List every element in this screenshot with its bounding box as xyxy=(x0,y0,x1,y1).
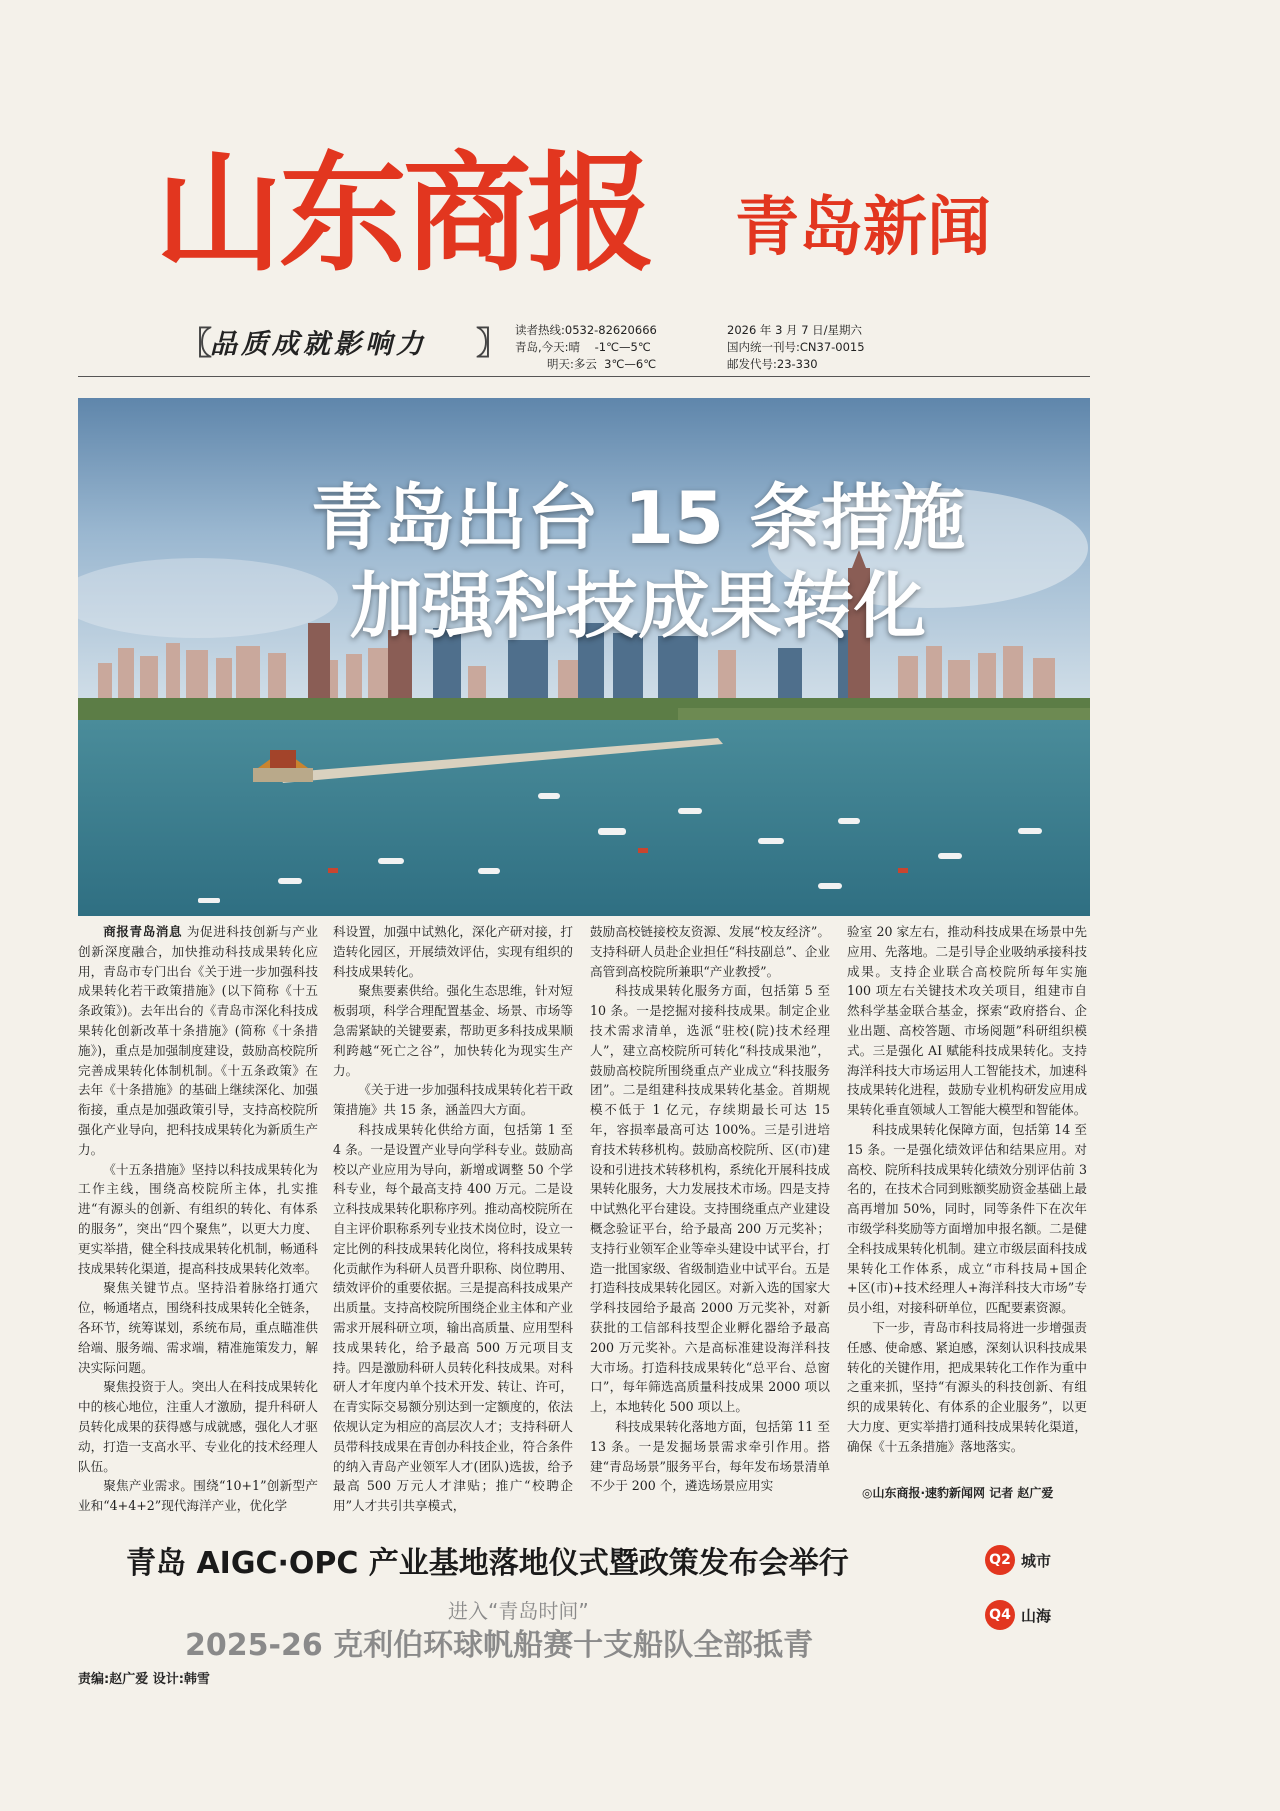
masthead-rule xyxy=(78,376,1090,377)
paragraph: 验室 20 家左右，推动科技成果在场景中先应用、先落地。二是引导企业吸纳承接科技成果。支持企业联合高校院所每年实施 100 项左右关键技术攻关项目，组建市自然科学基金联合基金，探索“政府搭台、企业出题、高校答题、市场阅题”科研组织模式。三是强化 AI 赋能科技成果转化。支持海洋科技大市场运用人工智能技术，加速科技成果转化进程，鼓励专业机构研发应用成果转化垂直领域人工智能大模型和智能体。 xyxy=(847,924,1087,1118)
edition-title: 青岛新闻 xyxy=(735,191,991,265)
paragraph: 为促进科技创新与产业创新深度融合，加快推动科技成果转化应用，青岛市专门出台《关于进一步加强科技成果转化若干政策措施》(以下简称《十五条政策》)。去年出台的《青岛市深化科技成果转化创新改革十条措施》(简称《十条措施》)，重点是加强制度建设，鼓励高校院所完善成果转化体制机制。《十五条政策》在去年《十条措施》的基础上继续深化、加强衔接，重点是加强政策引导，支持高校院所强化产业导向，把科技成果转化为新质生产力。 xyxy=(78,924,318,1157)
paragraph: 聚焦产业需求。围绕“10+1”创新型产业和“4+4+2”现代海洋产业，优化学 xyxy=(78,1478,318,1514)
article-column-4 xyxy=(847,922,1087,1478)
slogan-bracket-right: 〗 xyxy=(476,324,509,362)
tag-label: 城市 xyxy=(1021,1551,1052,1570)
slogan-bracket-left: 〖 xyxy=(180,324,213,362)
weather-today: 青岛,今天:晴 -1℃—5℃ xyxy=(515,340,651,354)
serial-number: 国内统一刊号:CN37-0015 xyxy=(727,340,865,354)
tag-shanhai[interactable] xyxy=(985,1600,1051,1630)
paragraph: 聚焦关键节点。坚持沿着脉络打通穴位，畅通堵点，围绕科技成果转化全链条，各环节，统筹谋划，系统布局，重点瞄准供给端、服务端、需求端，精准施策发力，解决实际问题。 xyxy=(78,1280,318,1375)
tag-label: 山海 xyxy=(1021,1606,1052,1625)
byline: ◎山东商报·速豹新闻网 记者 赵广爱 xyxy=(862,1486,1054,1500)
tag-city[interactable] xyxy=(985,1545,1051,1575)
paragraph: 《关于进一步加强科技成果转化若干政策措施》共 15 条，涵盖四大方面。 xyxy=(333,1082,573,1118)
hotline: 读者热线:0532-82620666 xyxy=(515,323,657,337)
paragraph: 科技成果转化服务方面，包括第 5 至 10 条。一是挖掘对接科技成果。制定企业技术需求清单，选派“驻校(院)技术经理人”，建立高校院所可转化“科技成果池”，鼓励高校院所围绕重点产业成立“科技服务团”。二是组建科技成果转化基金。首期规模不低于 1 亿元，存续期最长可达 15 年，容损率最高可达 100%。三是引进培育技术转移机构。鼓励高校院所、区(市)建设和引进技术转移机构，系统化开展科技成果转化服务，大力发展技术市场。四是支持中试熟化平台建设。支持围绕重点产业建设概念验证平台，给予最高 200 万元奖补；支持行业领军企业等牵头建设中试平台，打造一批国家级、省级制造业中试平台。五是打造科技成果转化园区。对新入选的国家大学科技园给予最高 2000 万元奖补，对新获批的工信部科技型企业孵化器给予最高 200 万元奖补。六是高标准建设海洋科技大市场。打造科技成果转化“总平台、总窗口”，每年筛选高质量科技成果 2000 项以上，本地转化 500 项以上。 xyxy=(590,983,830,1415)
paragraph: 科技成果转化供给方面，包括第 1 至 4 条。一是设置产业导向学科专业。鼓励高校以产业应用为导向，新增或调整 50 个学科专业，每个最高支持 400 万元。二是设立科技成果转化职称序列。推动高校院所在自主评价职称系列专业技术岗位时，设立一定比例的科技成果转化岗位，将科技成果转化贡献作为科研人员晋升职称、岗位聘用、绩效评价的重要依据。三是提高科技成果产出质量。支持高校院所围绕企业主体和产业需求开展科研立项，输出高质量、应用型科技成果转化，给予最高 500 万元项目支持。四是激励科研人员转化科技成果。对科研人才年度内单个技术开发、转让、许可，在青实际交易额分别达到一定额度的，依法依规认定为相应的高层次人才；支持科研人员带科技成果在青创办科技企业，符合条件的纳入青岛产业领军人才(团队)选拔，给予最高 500 万元人才津贴；推广“校聘企用”人才共引共享模式， xyxy=(333,1121,573,1514)
headline-line-2: 加强科技成果转化 xyxy=(349,564,926,648)
teaser-clipper[interactable]: 2025-26 克利伯环球帆船赛十支船队全部抵青 xyxy=(185,1628,814,1663)
page-code-badge: Q2 xyxy=(985,1545,1015,1575)
paragraph: 科技成果转化落地方面，包括第 11 至 13 条。一是发掘场景需求牵引作用。搭建“青岛场景”服务平台，每年发布场景清单不少于 200 个，遴选场景应用实 xyxy=(590,1418,830,1494)
teaser-aigc[interactable]: 青岛 AIGC·OPC 产业基地落地仪式暨政策发布会举行 xyxy=(126,1546,849,1581)
editor-credit: 责编:赵广爱 设计:韩雪 xyxy=(78,1672,210,1687)
paragraph: 下一步，青岛市科技局将进一步增强责任感、使命感、紧迫感，深刻认识科技成果转化的关键作用，把成果转化工作作为重中之重来抓，坚持“有源头的科技创新、有组织的成果转化、有体系的企业服务”，以更大力度、更实举措打通科技成果转化渠道，确保《十五条措施》落地落实。 xyxy=(847,1319,1087,1454)
article-column-3 xyxy=(590,922,830,1516)
slogan: 品质成就影响力 xyxy=(210,329,427,360)
article-lead: 商报青岛消息 xyxy=(103,924,183,939)
paragraph: 聚焦要素供给。强化生态思维，针对短板弱项，科学合理配置基金、场景、市场等急需紧缺的关键要素，帮助更多科技成果顺利跨越“死亡之谷”，加快转化为现实生产力。 xyxy=(333,983,573,1078)
postal-code: 邮发代号:23-330 xyxy=(727,357,818,371)
paragraph: 《十五条措施》坚持以科技成果转化为工作主线，围绕高校院所主体，扎实推进“有源头的创新、有组织的转化、有体系的服务”，突出“四个聚焦”，以更大力度、更实举措，健全科技成果转化机制，畅通科技成果转化渠道，提高科技成果转化效率。 xyxy=(78,1161,318,1276)
weather-tomorrow: 明天:多云 3℃—6℃ xyxy=(547,357,657,371)
paragraph: 聚焦投资于人。突出人在科技成果转化中的核心地位，注重人才激励，提升科研人员转化成果的获得感与成就感，强化人才驱动，打造一支高水平、专业化的技术经理人队伍。 xyxy=(78,1379,318,1474)
headline-line-1: 青岛出台 15 条措施 xyxy=(310,476,966,560)
paragraph: 鼓励高校链接校友资源、发展“校友经济”。支持科研人员赴企业担任“科技副总”、企业高管到高校院所兼职“产业教授”。 xyxy=(590,924,830,979)
article-column-1 xyxy=(78,922,318,1516)
teaser-clipper-subtitle: 进入“青岛时间” xyxy=(448,1599,589,1623)
issue-date: 2026 年 3 月 7 日/星期六 xyxy=(727,323,863,337)
paragraph: 科技成果转化保障方面，包括第 14 至 15 条。一是强化绩效评估和结果应用。对高校、院所科技成果转化绩效分别评估前 3 名的，在技术合同到账额奖励资金基础上最高再增加 50%，同时，同等条件下在次年市级学科奖励等方面增加申报名额。二是健全科技成果转化机制。建立市级层面科技成果转化工作体系，成立“市科技局+国企+区(市)+技术经理人+海洋科技大市场”专员小组，对接科研单位，匹配要素资源。 xyxy=(847,1121,1087,1316)
lead-photo xyxy=(78,398,1090,916)
page-code-badge: Q4 xyxy=(985,1600,1015,1630)
article-column-2 xyxy=(333,922,573,1516)
masthead-title: 山东商报 xyxy=(155,140,652,289)
paragraph: 科设置，加强中试熟化，深化产研对接，打造转化园区，开展绩效评估，实现有组织的科技成果转化。 xyxy=(333,924,573,979)
